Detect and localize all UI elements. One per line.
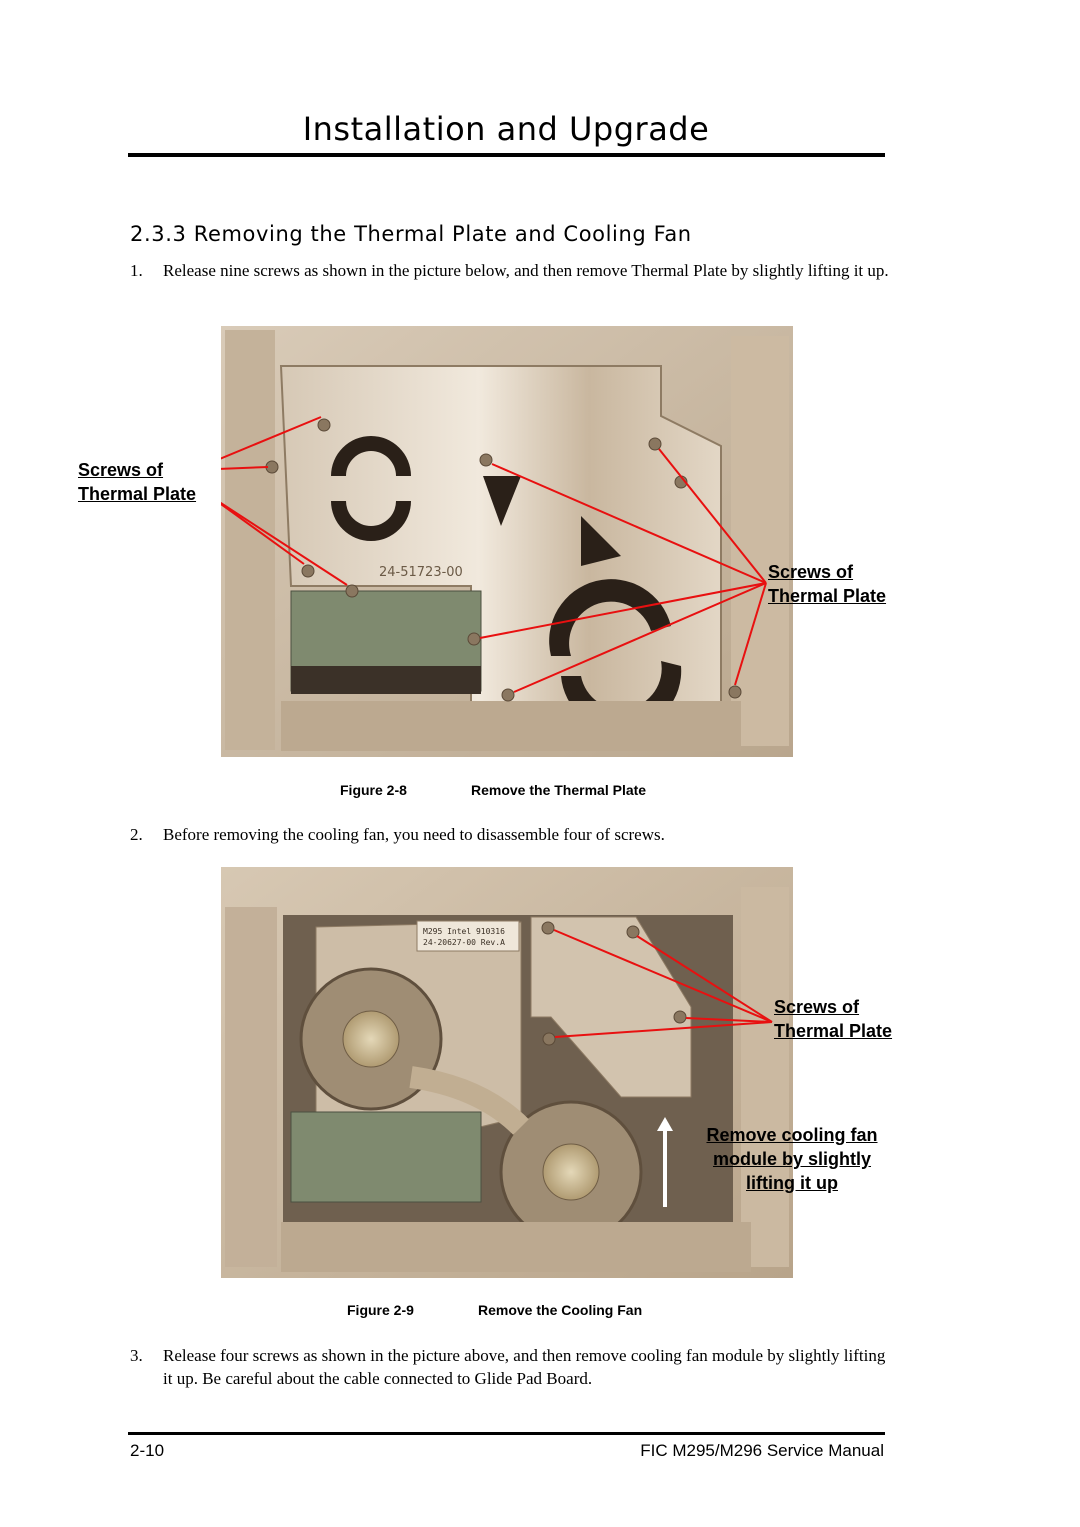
figure2-callout-fan: [690, 1123, 894, 1195]
figure2-callout-screws-line2: Thermal Plate: [774, 1021, 893, 1041]
figure2-caption: Remove the Cooling Fan: [478, 1302, 643, 1318]
figure1-callout-right-line2: Thermal Plate: [768, 586, 887, 606]
fan-hub-top: [343, 1011, 399, 1067]
figure1-callout-left: [78, 458, 196, 506]
figure1-callout-left-line1: Screws of: [78, 460, 164, 480]
figure1-callout-right-line1: Screws of: [768, 562, 854, 582]
circuit-board-2: [291, 1112, 481, 1202]
page-header-title: Installation and Upgrade: [302, 110, 710, 148]
chassis-bottom-edge-2: [281, 1222, 751, 1272]
step-2: [130, 823, 890, 846]
chassis-left-rail-2: [225, 907, 277, 1267]
step-1: [130, 259, 890, 282]
step-3: [130, 1344, 890, 1390]
figure1-callout-right: [768, 560, 886, 608]
figure2-label: Figure 2-9: [347, 1302, 414, 1318]
thermal-plate-photo: [221, 326, 793, 757]
step-3-text: Release four screws as shown in the picture above, and then remove cooling fan module by slightly lifting it up. Be careful about the cable connected to Glide Pad Board.: [163, 1346, 886, 1388]
figure2-callout-screws: [774, 995, 892, 1043]
chassis-right-rail: [731, 336, 789, 746]
figure2-callout-fan-line1: Remove cooling fan: [706, 1125, 878, 1145]
board-connector: [291, 666, 481, 694]
fan-hub-bottom: [543, 1144, 599, 1200]
footer-page-number: 2-10: [130, 1441, 165, 1460]
step-3-number: 3.: [130, 1346, 143, 1365]
step-1-text: Release nine screws as shown in the picture below, and then remove Thermal Plate by slightly lifting it up.: [163, 261, 889, 280]
chassis-left-rail: [225, 330, 275, 750]
sticker-line1: M295 Intel 910316: [423, 927, 505, 936]
chassis-bottom-edge: [281, 701, 741, 751]
sticker-line2: 24-20627-00 Rev.A: [423, 938, 505, 947]
step-2-number: 2.: [130, 825, 143, 844]
cooling-fan-photo: [221, 867, 793, 1278]
plate-part-number: 24-51723-00: [379, 565, 463, 580]
figure2-callout-fan-line2: module by slightly: [712, 1149, 872, 1169]
figure2-callout-screws-line1: Screws of: [774, 997, 860, 1017]
figure1-caption: Remove the Thermal Plate: [471, 782, 647, 798]
step-1-number: 1.: [130, 261, 143, 280]
header-rule: [128, 153, 885, 157]
chassis-right-rail-2: [741, 887, 789, 1267]
figure2-callout-fan-line3: lifting it up: [746, 1173, 838, 1193]
figure1-label: Figure 2-8: [340, 782, 407, 798]
figure1-callout-left-line2: Thermal Plate: [78, 484, 197, 504]
footer-manual-title: FIC M295/M296 Service Manual: [640, 1441, 884, 1460]
footer-rule: [128, 1432, 885, 1435]
section-heading: 2.3.3 Removing the Thermal Plate and Cooling Fan: [130, 222, 692, 246]
step-2-text: Before removing the cooling fan, you need to disassemble four of screws.: [163, 825, 665, 844]
